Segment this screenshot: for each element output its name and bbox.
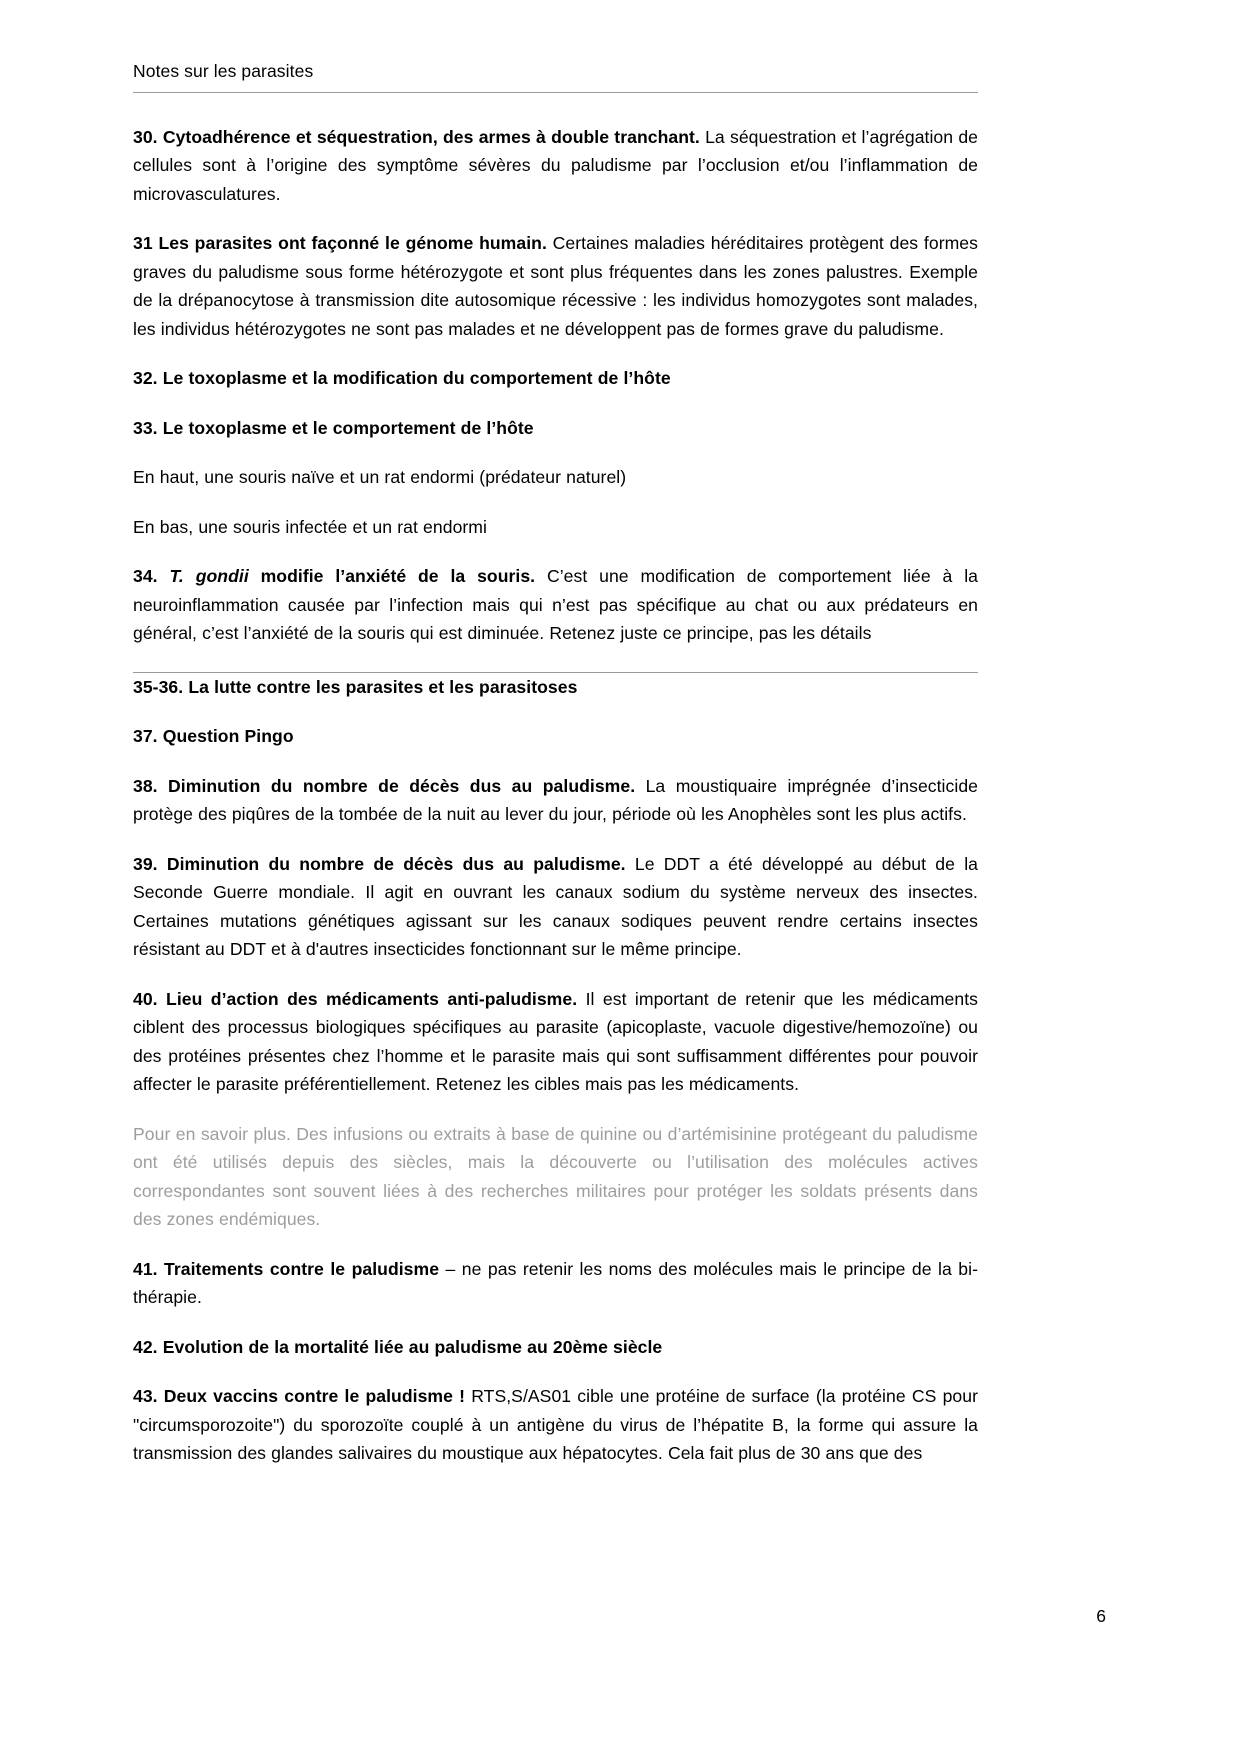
paragraph-40-lead: 40. Lieu d’action des médicaments anti-paludisme. — [133, 988, 578, 1009]
paragraph-31-text: Certaines maladies héréditaires protègent des formes graves du paludisme sous forme hétérozygote et sont plus fréquentes dans les zones palustres. Exemple de la drépanocytose à transmission dite autosomique récessive : les individus homozygotes sont malades, les individus hétérozygotes ne sont pas malades et ne développent pas de formes grave du paludisme. — [133, 233, 978, 339]
paragraph-34 — [133, 562, 978, 648]
paragraph-43-lead: 43. Deux vaccins contre le paludisme ! — [133, 1386, 466, 1407]
paragraph-32 — [133, 364, 978, 393]
paragraph-32-lead: 32. Le toxoplasme et la modification du comportement de l’hôte — [133, 368, 671, 389]
paragraph-35-36 — [133, 673, 978, 702]
paragraph-41-text: – ne pas retenir les noms des molécules mais le principe de la bi-thérapie. — [133, 1258, 978, 1308]
paragraph-33 — [133, 414, 978, 443]
paragraph-30-lead: 30. Cytoadhérence et séquestration, des armes à double tranchant. — [133, 126, 700, 147]
paragraph-34-species-name: T. gondii — [169, 566, 249, 587]
paragraph-41 — [133, 1255, 978, 1312]
paragraph-39 — [133, 850, 978, 964]
paragraph-30-text: La séquestration et l’agrégation de cellules sont à l’origine des symptôme sévères du paludisme par l’occlusion et/ou l’inflammation de microvasculatures. — [133, 126, 978, 204]
paragraph-31-lead: 31 Les parasites ont façonné le génome humain. — [133, 233, 547, 254]
paragraph-33-line-1: En haut, une souris naïve et un rat endormi (prédateur naturel) — [133, 467, 627, 488]
paragraph-38 — [133, 772, 978, 829]
paragraph-40 — [133, 985, 978, 1099]
paragraph-42 — [133, 1333, 978, 1362]
paragraph-39-text: Le DDT a été développé au début de la Seconde Guerre mondiale. Il agit en ouvrant les canaux sodium du système nerveux des insectes. Certaines mutations génétiques agissant sur les canaux sodiques peuvent rendre certains insectes résistant au DDT et à d'autres insecticides fonctionnant sur le même principe. — [133, 853, 979, 960]
paragraph-34-text: C’est une modification de comportement liée à la neuroinflammation causée par l’infection mais qui n’est pas spécifique au chat ou aux prédateurs en général, c’est l’anxiété de la souris qui est diminuée. Retenez juste ce principe, pas les détails — [133, 566, 979, 644]
paragraph-34-lead-number: 34. — [133, 566, 170, 587]
paragraph-40-text: Il est important de retenir que les médicaments ciblent des processus biologiques spécifiques au parasite (apicoplaste, vacuole digestive/hemozoïne) ou des protéines présentes chez l’homme et le parasite mais qui sont suffisamment différentes pour pouvoir affecter le parasite préférentiellement. Retenez les cibles mais pas les médicaments. — [133, 988, 978, 1095]
running-header: Notes sur les parasites — [133, 60, 978, 93]
paragraph-35-36-lead: 35-36. La lutte contre les parasites et les parasitoses — [133, 676, 578, 697]
paragraph-38-lead: 38. Diminution du nombre de décès dus au paludisme. — [133, 775, 636, 796]
paragraph-33-line-2: En bas, une souris infectée et un rat endormi — [133, 516, 487, 537]
paragraph-43-text: RTS,S/AS01 cible une protéine de surface (la protéine CS pour "circumsporozoite") du sporozoïte couplé à un antigène du virus de l’hépatite B, la forme qui assure la transmission des glandes salivaires du moustique aux hépatocytes. Cela fait plus de 30 ans que des — [133, 1386, 978, 1464]
note-pour-en-savoir-plus: Pour en savoir plus. Des infusions ou extraits à base de quinine ou d’artémisinine protégeant du paludisme ont été utilisés depuis des siècles, mais la découverte ou l’utilisation des molécules actives correspondantes sont souvent liées à des recherches militaires pour protéger les soldats présents dans des zones endémiques. — [133, 1123, 978, 1230]
paragraph-38-text: La moustiquaire imprégnée d’insecticide protège des piqûres de la tombée de la nuit au lever du jour, période où les Anophèles sont les plus actifs. — [133, 775, 978, 825]
paragraph-30 — [133, 123, 978, 209]
page-number: 6 — [1096, 1606, 1106, 1626]
paragraph-37-lead: 37. Question Pingo — [133, 726, 294, 747]
paragraph-43 — [133, 1382, 978, 1468]
paragraph-34-lead-rest: modifie l’anxiété de la souris. — [248, 566, 536, 587]
paragraph-31 — [133, 229, 978, 343]
document-body — [133, 123, 978, 1468]
paragraph-42-lead: 42. Evolution de la mortalité liée au paludisme au 20ème siècle — [133, 1336, 663, 1357]
paragraph-41-lead: 41. Traitements contre le paludisme — [133, 1258, 440, 1279]
paragraph-39-lead: 39. Diminution du nombre de décès dus au paludisme. — [133, 853, 626, 874]
paragraph-37 — [133, 722, 978, 751]
paragraph-33-lead: 33. Le toxoplasme et le comportement de l’hôte — [133, 417, 534, 438]
page-content — [133, 60, 978, 1468]
